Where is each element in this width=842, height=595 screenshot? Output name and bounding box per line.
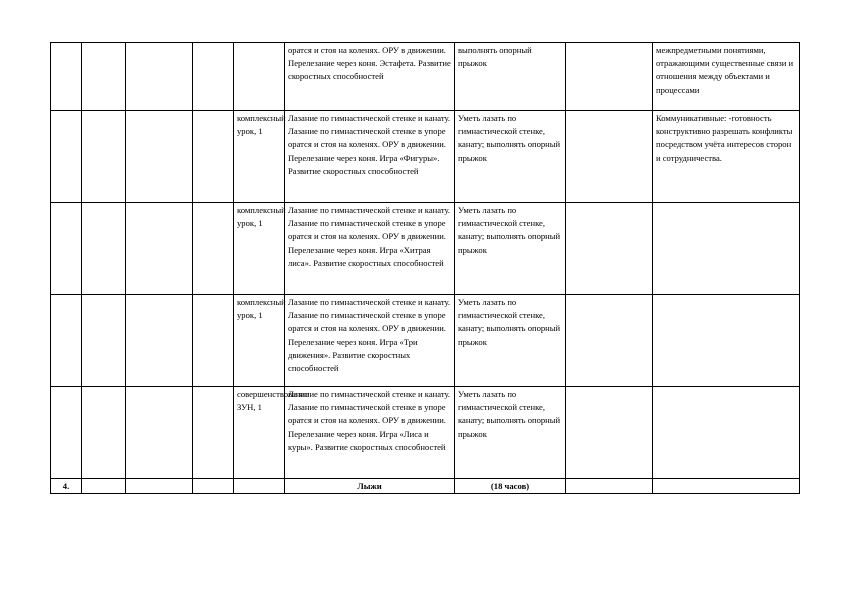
section-row	[51, 479, 800, 494]
table-row	[51, 203, 800, 295]
cell-number	[51, 203, 82, 295]
cell-empty	[193, 203, 234, 295]
cell-empty	[653, 479, 800, 494]
cell-empty	[82, 479, 126, 494]
cell-skill: Уметь лазать по гимнастической стенке, канату; выполнять опорный прыжок	[455, 387, 566, 479]
cell-empty	[126, 203, 193, 295]
cell-empty	[566, 387, 653, 479]
cell-number	[51, 295, 82, 387]
cell-empty	[126, 43, 193, 111]
section-hours: (18 часов)	[455, 479, 566, 494]
cell-empty	[193, 479, 234, 494]
cell-number	[51, 387, 82, 479]
table-row	[51, 387, 800, 479]
cell-skill: Уметь лазать по гимнастической стенке, канату; выполнять опорный прыжок	[455, 203, 566, 295]
cell-empty	[82, 295, 126, 387]
cell-empty	[193, 387, 234, 479]
cell-lesson-content: оратся и стоя на коленях. ОРУ в движении. Перелезание через коня. Эстафета. Развитие скоростных способностей	[285, 43, 455, 111]
cell-empty	[193, 43, 234, 111]
cell-empty	[566, 203, 653, 295]
cell-skill: Уметь лазать по гимнастической стенке, канату; выполнять опорный прыжок	[455, 295, 566, 387]
cell-empty	[82, 43, 126, 111]
cell-empty	[566, 295, 653, 387]
cell-lesson-type: совершенствование ЗУН, 1	[234, 387, 285, 479]
cell-empty	[82, 387, 126, 479]
cell-skill: выполнять опорный прыжок	[455, 43, 566, 111]
cell-uud	[653, 295, 800, 387]
cell-empty	[82, 111, 126, 203]
cell-empty	[126, 295, 193, 387]
cell-lesson-type: комплексный урок, 1	[234, 203, 285, 295]
cell-empty	[193, 295, 234, 387]
cell-lesson-type: комплексный урок, 1	[234, 295, 285, 387]
table-row	[51, 295, 800, 387]
cell-lesson-type	[234, 43, 285, 111]
cell-skill: Уметь лазать по гимнастической стенке, канату; выполнять опорный прыжок	[455, 111, 566, 203]
lesson-plan-table	[50, 42, 800, 494]
cell-uud	[653, 203, 800, 295]
cell-uud: Коммуникативные: -готовность конструктивно разрешать конфликты посредством учёта интересов сторон и сотрудничества.	[653, 111, 800, 203]
table-row	[51, 111, 800, 203]
cell-empty	[234, 479, 285, 494]
cell-uud: межпредметными понятиями, отражающими существенные связи и отношения между объектами и процессами	[653, 43, 800, 111]
cell-empty	[126, 111, 193, 203]
cell-empty	[566, 111, 653, 203]
cell-number	[51, 43, 82, 111]
cell-uud	[653, 387, 800, 479]
section-number: 4.	[51, 479, 82, 494]
section-title: Лыжи	[285, 479, 455, 494]
cell-lesson-content: Лазание по гимнастической стенке и канату. Лазание по гимнастической стенке в упоре оратся и стоя на коленях. ОРУ в движении. Перелезание через коня. Игра «Хитрая лиса». Развитие скоростных способностей	[285, 203, 455, 295]
cell-lesson-content: Лазание по гимнастической стенке и канату. Лазание по гимнастической стенке в упоре оратся и стоя на коленях. ОРУ в движении. Перелезание через коня. Игра «Три движения». Развитие скоростных способностей	[285, 295, 455, 387]
table-row	[51, 43, 800, 111]
cell-lesson-type: комплексный урок, 1	[234, 111, 285, 203]
cell-empty	[126, 387, 193, 479]
cell-lesson-content: Лазание по гимнастической стенке и канату. Лазание по гимнастической стенке в упоре оратся и стоя на коленях. ОРУ в движении. Перелезание через коня. Игра «Лиса и куры». Развитие скоростных способностей	[285, 387, 455, 479]
cell-empty	[82, 203, 126, 295]
cell-empty	[193, 111, 234, 203]
cell-empty	[126, 479, 193, 494]
cell-empty	[566, 43, 653, 111]
cell-empty	[566, 479, 653, 494]
cell-number	[51, 111, 82, 203]
cell-lesson-content: Лазание по гимнастической стенке и канату. Лазание по гимнастической стенке в упоре оратся и стоя на коленях. ОРУ в движении. Перелезание через коня. Игра «Фигуры». Развитие скоростных способностей	[285, 111, 455, 203]
